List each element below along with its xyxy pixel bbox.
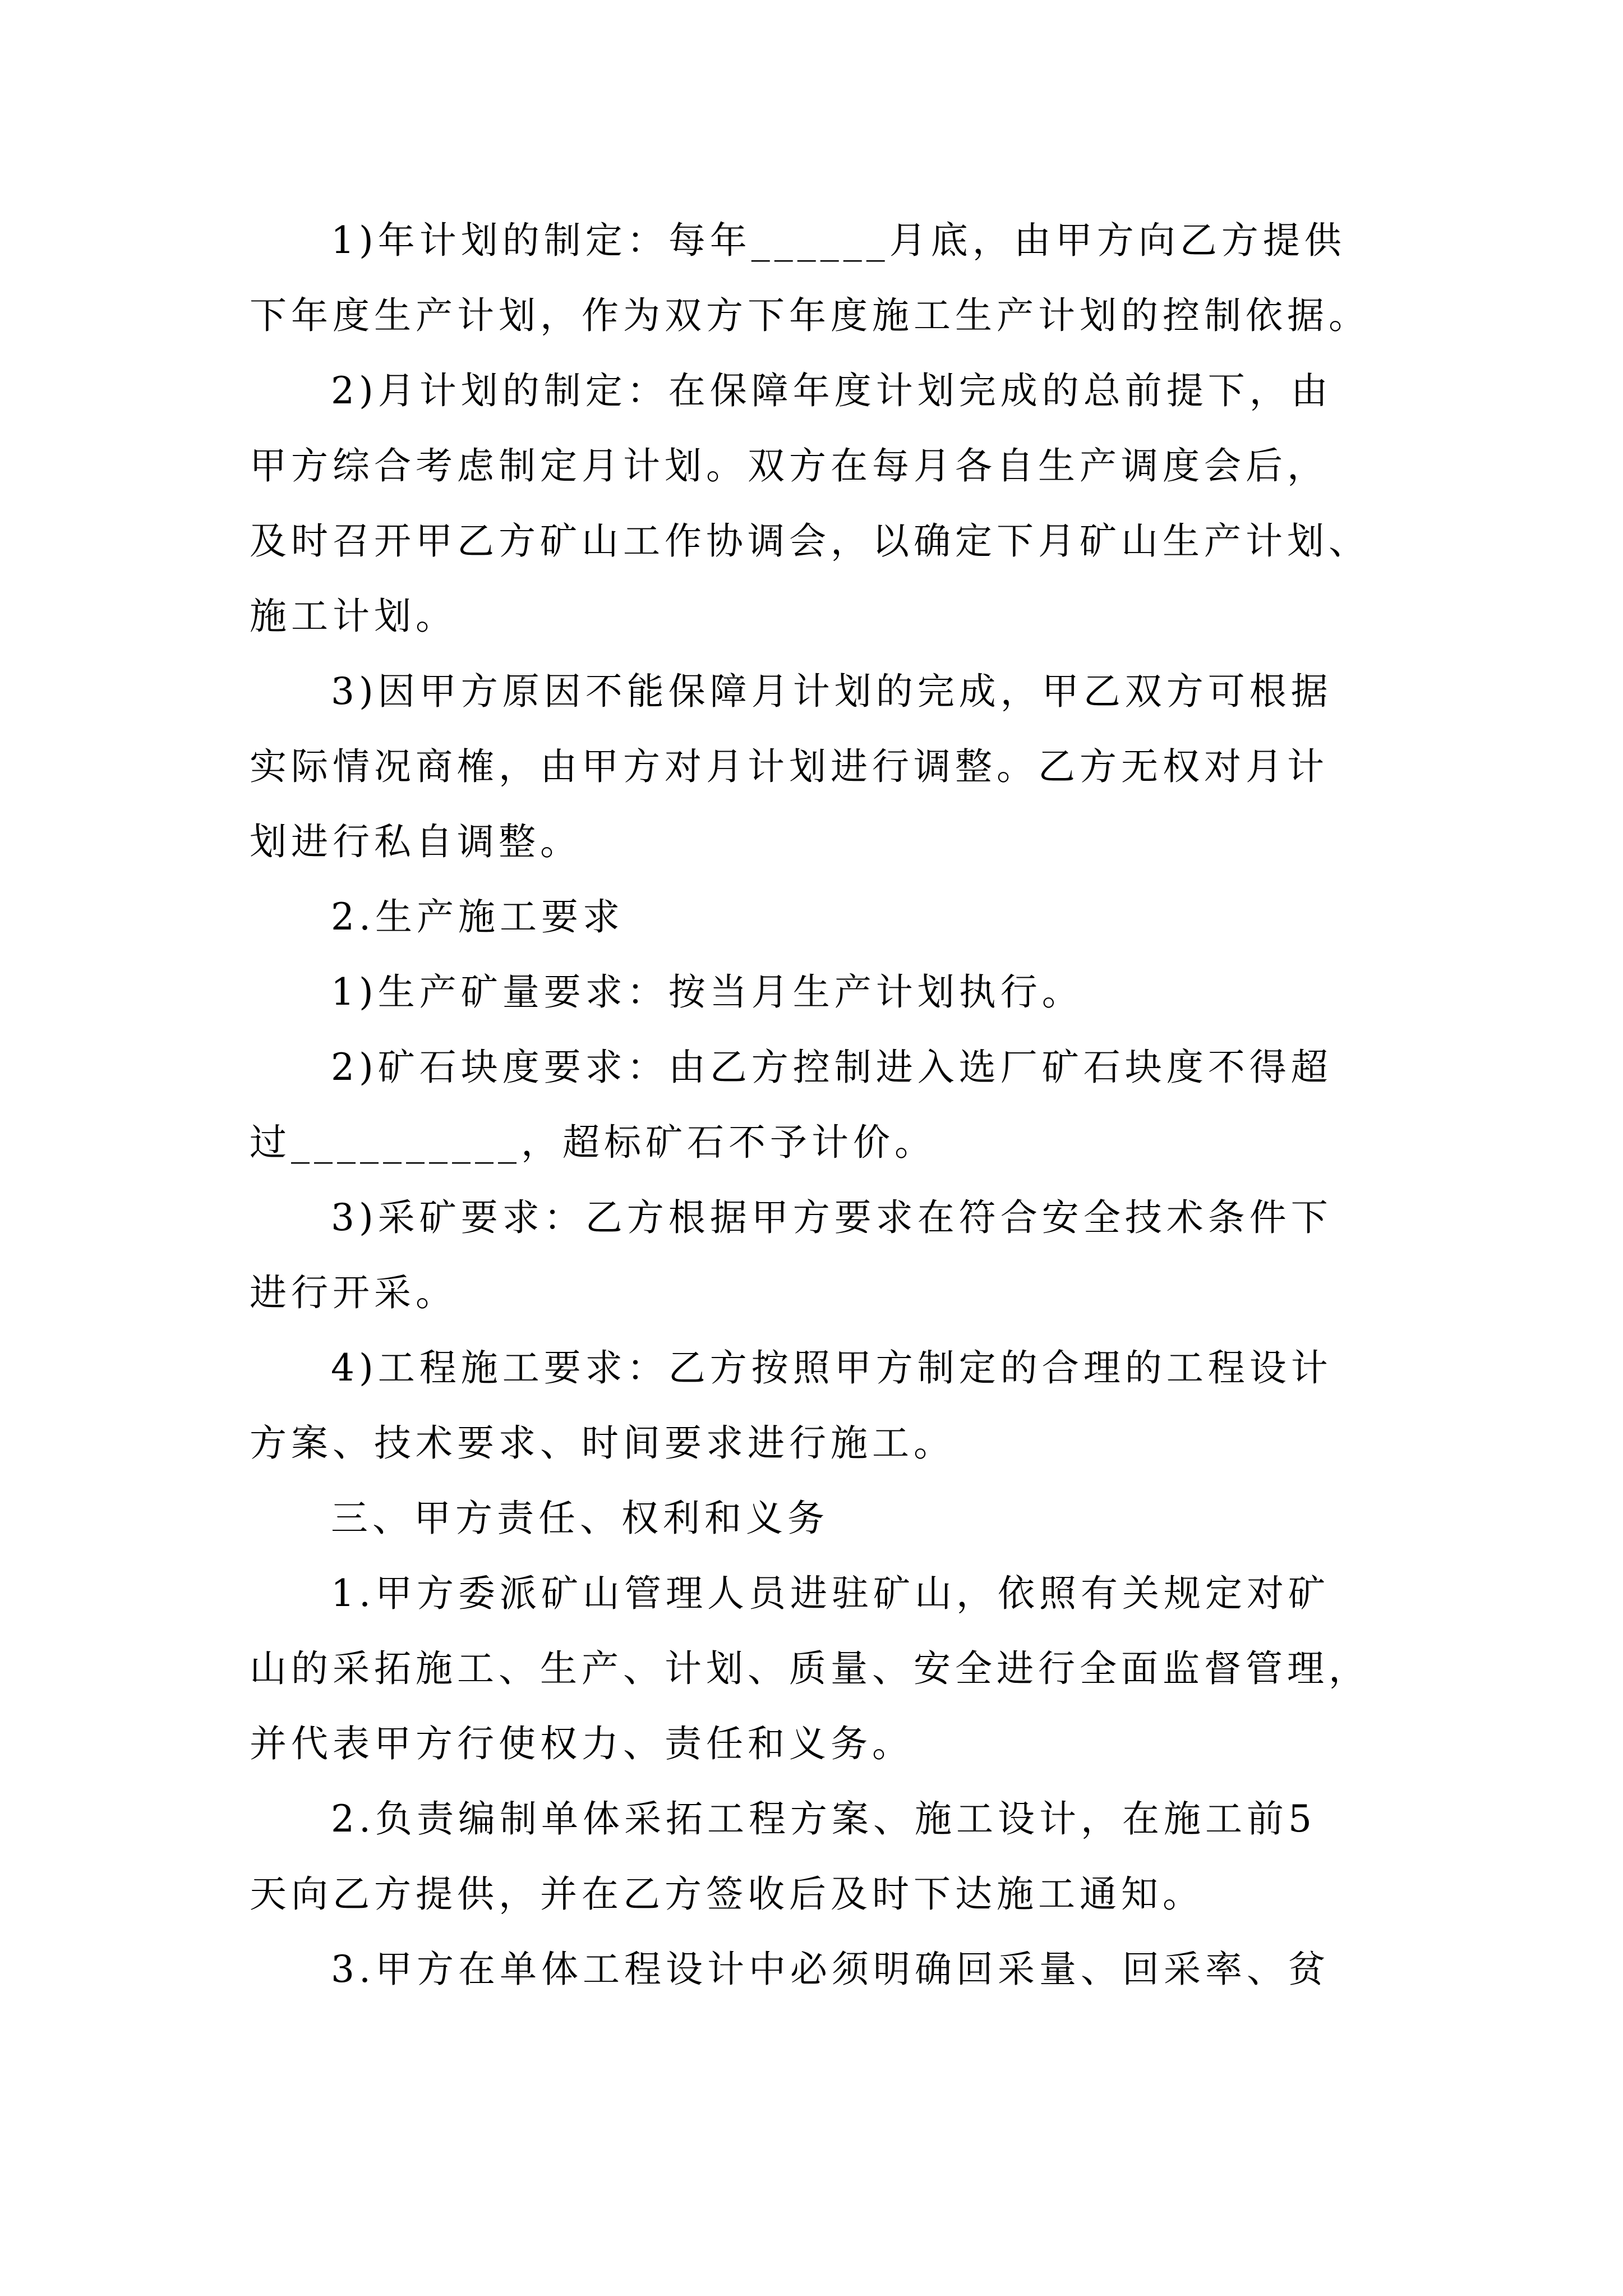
- text-line: 甲方综合考虑制定月计划。双方在每月各自生产调度会后，: [250, 444, 1329, 487]
- section-heading: 三、甲方责任、权利和义务: [331, 1497, 829, 1540]
- text-line: 2)月计划的制定：在保障年度计划完成的总前提下，由: [331, 369, 1332, 412]
- text-line: 天向乙方提供，并在乙方签收后及时下达施工通知。: [250, 1872, 1204, 1916]
- text-line: 4)工程施工要求：乙方按照甲方制定的合理的工程设计: [331, 1346, 1332, 1389]
- text-line: 过__________，超标矿石不予计价。: [250, 1121, 936, 1164]
- text-line: 并代表甲方行使权力、责任和义务。: [250, 1722, 914, 1765]
- text-line: 1)生产矿量要求：按当月生产计划执行。: [331, 970, 1083, 1014]
- text-line: 1)年计划的制定：每年______月底，由甲方向乙方提供: [331, 219, 1346, 262]
- text-line: 施工计划。: [250, 595, 457, 638]
- text-line: 下年度生产计划，作为双方下年度施工生产计划的控制依据。: [250, 294, 1370, 337]
- text-line: 方案、技术要求、时间要求进行施工。: [250, 1421, 955, 1465]
- text-line: 3.甲方在单体工程设计中必须明确回采量、回采率、贫: [331, 1948, 1330, 1991]
- text-line: 实际情况商榷，由甲方对月计划进行调整。乙方无权对月计: [250, 745, 1329, 788]
- text-line: 2)矿石块度要求：由乙方控制进入选厂矿石块度不得超: [331, 1046, 1332, 1089]
- text-line: 及时召开甲乙方矿山工作协调会，以确定下月矿山生产计划、: [250, 519, 1370, 563]
- text-line: 2.负责编制单体采拓工程方案、施工设计，在施工前5: [331, 1797, 1316, 1841]
- section-heading: 2.生产施工要求: [331, 895, 624, 938]
- text-line: 划进行私自调整。: [250, 820, 582, 863]
- text-line: 3)采矿要求：乙方根据甲方要求在符合安全技术条件下: [331, 1196, 1332, 1239]
- text-line: 3)因甲方原因不能保障月计划的完成，甲乙双方可根据: [331, 670, 1332, 713]
- text-line: 山的采拓施工、生产、计划、质量、安全进行全面监督管理，: [250, 1647, 1370, 1690]
- text-line: 进行开采。: [250, 1271, 457, 1314]
- text-line: 1.甲方委派矿山管理人员进驻矿山，依照有关规定对矿: [331, 1572, 1330, 1615]
